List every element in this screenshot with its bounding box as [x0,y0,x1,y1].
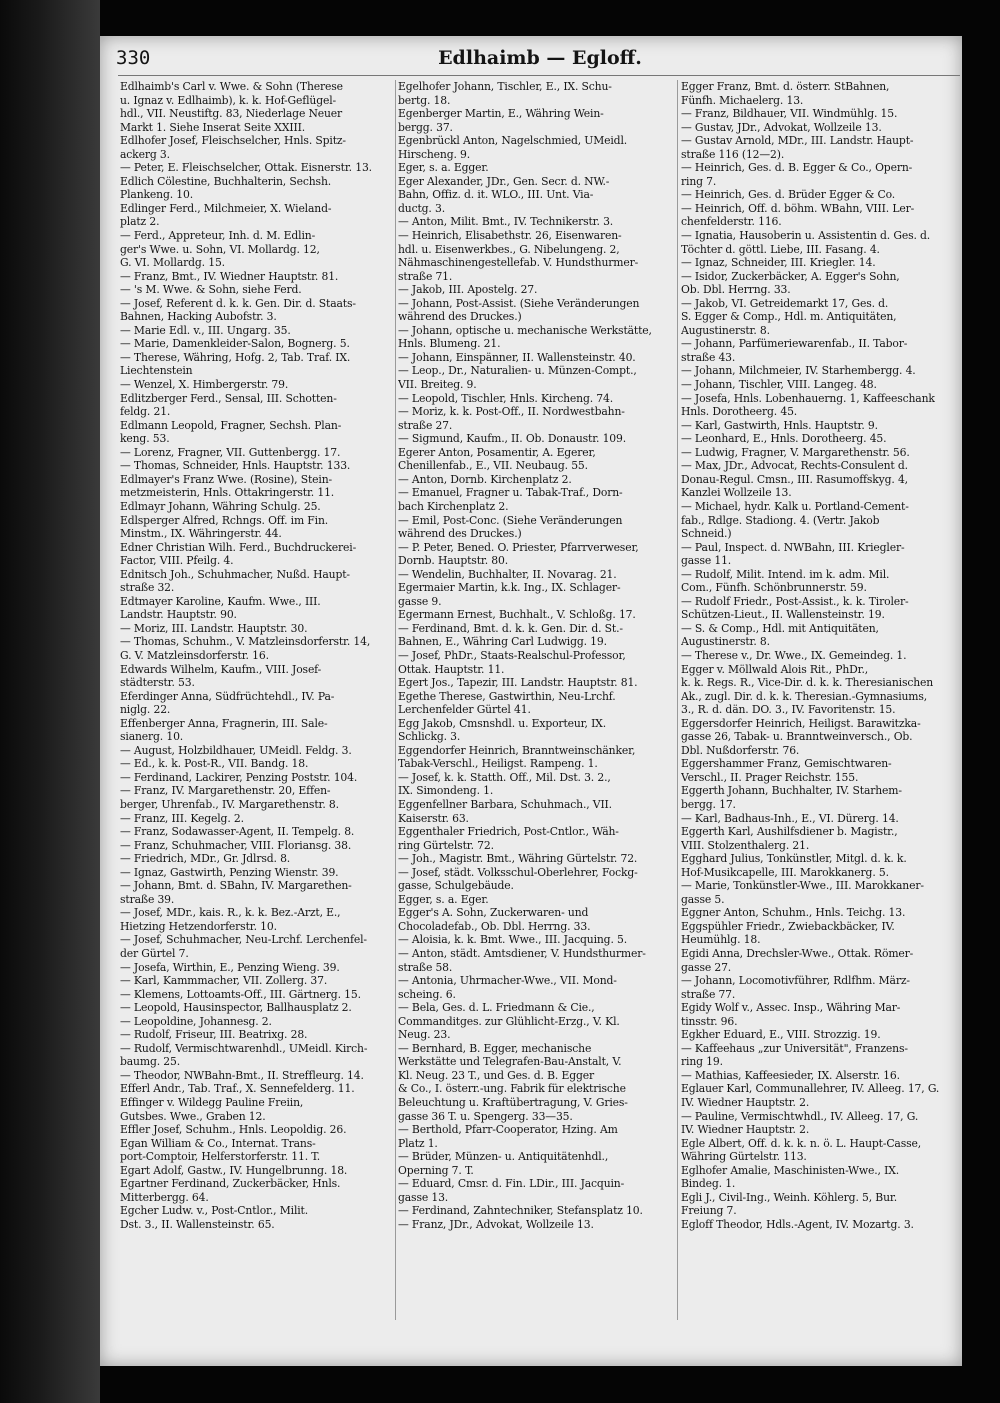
directory-line: gasse 27. [681,960,732,974]
directory-line: Eglhofer Amalie, Maschinisten-Wwe., IX. [681,1163,900,1177]
directory-line: Egidy Wolf v., Assec. Insp., Währing Mar- [681,1001,901,1015]
directory-line: — Therese v., Dr. Wwe., IX. Gemeindeg. 1. [681,648,907,662]
directory-line: Fünfh. Michaelerg. 13. [681,93,804,107]
directory-line: Bindeg. 1. [681,1177,736,1191]
directory-line: Egloff Theodor, Hdls.-Agent, IV. Mozartg. 3. [681,1217,914,1231]
directory-line: — Franz, IV. Margarethenstr. 20, Effen- [120,784,331,798]
directory-line: Edlitzberger Ferd., Sensal, III. Schotten- [120,391,337,405]
directory-line: Dornb. Hauptstr. 80. [398,554,508,568]
directory-line: — Ludwig, Fragner, V. Margarethenstr. 56. [681,445,910,459]
directory-line: — P. Peter, Bened. O. Priester, Pfarrverweser, [398,540,639,554]
directory-line: Nähmaschinengestellefab. V. Hundsthurmer- [398,256,639,270]
directory-line: Operning 7. T. [398,1163,474,1177]
directory-line: platz 2. [120,215,160,229]
column-divider [395,80,396,1320]
directory-line: Eger Alexander, JDr., Gen. Secr. d. NW.- [398,174,610,188]
directory-line: — Franz, JDr., Advokat, Wollzeile 13. [398,1217,594,1231]
directory-line: — Josef, Schuhmacher, Neu-Lrchf. Lerchenfel- [120,933,367,947]
directory-line: — Paul, Inspect. d. NWBahn, III. Kriegler- [681,540,905,554]
directory-line: — Gustav Arnold, MDr., III. Landstr. Haupt- [681,134,914,148]
directory-line: — Leopold, Tischler, Hnls. Kircheng. 74. [398,391,614,405]
directory-line: Egger's A. Sohn, Zuckerwaren- und [398,906,589,920]
running-head: Edlhaimb — Egloff. [438,47,642,69]
directory-line: Eggenfellner Barbara, Schuhmach., VII. [398,797,612,811]
directory-line: sianerg. 10. [120,730,184,744]
directory-line: — Bernhard, B. Egger, mechanische [398,1041,592,1055]
directory-line: Edlmann Leopold, Fragner, Sechsh. Plan- [120,418,342,432]
directory-line: gasse 9. [398,594,442,608]
directory-line: — Josef, Referent d. k. k. Gen. Dir. d. Staats- [120,296,356,310]
directory-line: städterstr. 53. [120,676,195,690]
directory-line: straße 43. [681,350,736,364]
directory-line: Egelhofer Johann, Tischler, E., IX. Schu- [398,80,612,93]
directory-line: Ednitsch Joh., Schuhmacher, Nußd. Haupt- [120,567,350,581]
directory-line: Eggendorfer Heinrich, Branntweinschänker, [398,743,636,757]
directory-line: Verschl., II. Prager Reichstr. 155. [681,770,859,784]
directory-line: — Marie, Damenkleider-Salon, Bognerg. 5. [120,337,350,351]
directory-line: Com., Fünfh. Schönbrunnerstr. 59. [681,581,867,595]
directory-line: feldg. 21. [120,405,171,419]
directory-line: Eglauer Karl, Communallehrer, IV. Alleeg. 17, G. [681,1082,940,1096]
directory-line: Ottak. Hauptstr. 11. [398,662,505,676]
directory-line: — Karl, Gastwirth, Hnls. Hauptstr. 9. [681,418,878,432]
directory-line: Egli J., Civil-Ing., Weinh. Köhlerg. 5, Bur. [681,1190,897,1204]
directory-line: Augustinerstr. 8. [681,323,770,337]
directory-line: Egger, s. a. Eger. [398,892,489,906]
directory-line: IV. Wiedner Hauptstr. 2. [681,1123,810,1137]
directory-line: Eggenthaler Friedrich, Post-Cntlor., Wäh- [398,825,619,839]
directory-line: Edlich Cölestine, Buchhalterin, Sechsh. [120,174,332,188]
directory-line: bertg. 18. [398,93,451,107]
directory-line: niglg. 22. [120,703,171,717]
directory-line: & Co., I. österr.-ung. Fabrik für elektrische [398,1082,626,1096]
directory-line: bergg. 17. [681,797,736,811]
directory-line: straße 71. [398,269,453,283]
directory-line: — S. & Comp., Hdl. mit Antiquitäten, [681,621,879,635]
directory-line: Schlickg. 3. [398,730,461,744]
directory-line: gasse 36 T. u. Spengerg. 33—35. [398,1109,573,1123]
directory-line: Egkher Eduard, E., VIII. Strozzig. 19. [681,1028,881,1042]
directory-line: — Emanuel, Fragner u. Tabak-Traf., Dorn- [398,486,623,500]
directory-line: — Joh., Magistr. Bmt., Währing Gürtelstr. 72. [398,852,638,866]
directory-line: Edlmayer's Franz Wwe. (Rosine), Stein- [120,472,333,486]
directory-line: — Ferd., Appreteur, Inh. d. M. Edlin- [120,229,316,243]
directory-line: — Lorenz, Fragner, VII. Guttenbergg. 17. [120,445,341,459]
directory-line: straße 39. [120,892,175,906]
directory-line: bach Kirchenplatz 2. [398,499,509,513]
directory-line: Egan William & Co., Internat. Trans- [120,1136,316,1150]
directory-line: — Leopold, Hausinspector, Ballhausplatz 2. [120,1001,352,1015]
directory-line: Edlhofer Josef, Fleischselcher, Hnls. Spitz- [120,134,346,148]
directory-line: Ob. Dbl. Herrng. 33. [681,283,791,297]
directory-line: — Anton, städt. Amtsdiener, V. Hundsthurmer- [398,947,646,960]
directory-line: Egenbrückl Anton, Nagelschmied, UMeidl. [398,134,628,148]
directory-line: — Rudolf, Vermischtwarenhdl., UMeidl. Kirch- [120,1041,368,1055]
directory-line: ger's Wwe. u. Sohn, VI. Mollardg. 12, [120,242,320,256]
directory-line: — Ferdinand, Bmt. d. k. k. Gen. Dir. d. St.- [398,621,623,635]
directory-line: Egert Jos., Tapezir, III. Landstr. Hauptstr. 81. [398,676,638,690]
directory-line: — Johann, Einspänner, II. Wallensteinstr. 40. [398,350,636,364]
directory-line: k. k. Regs. R., Vice-Dir. d. k. k. Theresianischen [681,676,934,690]
directory-line: — Johann, Tischler, VIII. Langeg. 48. [681,378,877,392]
directory-line: — Karl, Badhaus-Inh., E., VI. Dürerg. 14. [681,811,899,825]
directory-line: Bahnen, E., Währing Carl Ludwigg. 19. [398,635,607,649]
directory-line: gasse 5. [681,892,725,906]
directory-line: ackerg 3. [120,147,170,161]
directory-line: G. V. Matzleinsdorferstr. 16. [120,648,269,662]
directory-line: — Moriz, III. Landstr. Hauptstr. 30. [120,621,308,635]
directory-line: — Jakob, VI. Getreidemarkt 17, Ges. d. [681,296,889,310]
directory-line: — Ignaz, Schneider, III. Kriegler. 14. [681,256,876,270]
directory-line: Beleuchtung u. Kraftübertragung, V. Gries- [398,1096,628,1110]
directory-line: — Wendelin, Buchhalter, II. Novarag. 21. [398,567,617,581]
directory-line: Augustinerstr. 8. [681,635,770,649]
directory-line: — Johann, Milchmeier, IV. Starhembergg. 4. [681,364,916,378]
directory-line: während des Druckes.) [398,310,522,324]
directory-line: — Rudolf Friedr., Post-Assist., k. k. Tiroler- [681,594,909,608]
directory-line: Edlmayr Johann, Währing Schulg. 25. [120,499,321,513]
directory-line: berger, Uhrenfab., IV. Margarethenstr. 8. [120,797,339,811]
directory-line: — Karl, Kammmacher, VII. Zollerg. 37. [120,974,328,988]
directory-line: — August, Holzbildhauer, UMeidl. Feldg. 3. [120,743,352,757]
directory-line: Eger, s. a. Egger. [398,161,489,175]
directory-line: Werkstätte und Telegrafen-Bau-Anstalt, V. [398,1055,622,1069]
directory-line: Egart Adolf, Gastw., IV. Hungelbrunng. 18. [120,1163,348,1177]
directory-line: Mitterbergg. 64. [120,1190,209,1204]
directory-line: Egenberger Martin, E., Währing Wein- [398,107,604,121]
directory-line: — Anton, Milit. Bmt., IV. Technikerstr. 3. [398,215,614,229]
directory-line: — Moriz, k. k. Post-Off., II. Nordwestbahn- [398,405,625,419]
directory-line: hdl., VII. Neustiftg. 83, Niederlage Neuer [120,107,343,121]
directory-line: chenfelderstr. 116. [681,215,782,229]
directory-line: port-Comptoir, Helferstorferstr. 11. T. [120,1150,321,1164]
directory-line: — Max, JDr., Advocat, Rechts-Consulent d. [681,459,908,473]
directory-line: Egg Jakob, Cmsnshdl. u. Exporteur, IX. [398,716,607,730]
directory-line: — Brüder, Münzen- u. Antiquitätenhdl., [398,1150,609,1164]
directory-line: Egethe Therese, Gastwirthin, Neu-Lrchf. [398,689,616,703]
directory-line: Markt 1. Siehe Inserat Seite XXIII. [120,120,305,134]
directory-line: gasse 13. [398,1190,449,1204]
directory-line: Hirscheng. 9. [398,147,471,161]
directory-line: Schützen-Lieut., II. Wallensteinstr. 19. [681,608,885,622]
directory-line: Tabak-Verschl., Heiligst. Rampeng. 1. [398,757,598,771]
directory-line: Efferl Andr., Tab. Traf., X. Sennefelderg. 11. [120,1082,355,1096]
directory-line: — Heinrich, Elisabethstr. 26, Eisenwaren- [398,229,622,243]
directory-line: Hnls. Dorotheerg. 45. [681,405,798,419]
directory-line: straße 58. [398,960,453,974]
directory-line: — Heinrich, Off. d. böhm. WBahn, VIII. Ler- [681,201,915,215]
directory-line: Chocoladefab., Ob. Dbl. Herrng. 33. [398,919,591,933]
directory-line: — Bela, Ges. d. L. Friedmann & Cie., [398,1001,595,1015]
directory-line: — Gustav, JDr., Advokat, Wollzeile 13. [681,120,882,134]
directory-line: — Leonhard, E., Hnls. Dorotheerg. 45. [681,432,887,446]
directory-line: Egger Franz, Bmt. d. österr. StBahnen, [681,80,890,93]
directory-line: — Pauline, Vermischtwhdl., IV. Alleeg. 17, G. [681,1109,919,1123]
directory-line: — Emil, Post-Conc. (Siehe Veränderungen [398,513,623,527]
directory-line: gasse, Schulgebäude. [398,879,514,893]
directory-line: — Marie, Tonkünstler-Wwe., III. Marokkaner- [681,879,924,893]
directory-line: ring 7. [681,174,717,188]
directory-line: ductg. 3. [398,201,445,215]
directory-line: — Johann, Parfümeriewarenfab., II. Tabor- [681,337,908,351]
directory-line: — Ferdinand, Lackirer, Penzing Poststr. 104. [120,770,358,784]
directory-line: — Rudolf, Friseur, III. Beatrixg. 28. [120,1028,308,1042]
directory-line: — Eduard, Cmsr. d. Fin. LDir., III. Jacquin- [398,1177,625,1191]
directory-line: Egidi Anna, Drechsler-Wwe., Ottak. Römer- [681,947,914,960]
directory-line: Neug. 23. [398,1028,451,1042]
directory-line: Lerchenfelder Gürtel 41. [398,703,531,717]
directory-line: — Johann, Locomotivführer, Rdlfhm. März- [681,974,910,988]
directory-line: Währing Gürtelstr. 113. [681,1150,807,1164]
directory-line: — Marie Edl. v., III. Ungarg. 35. [120,323,291,337]
directory-line: Eggner Anton, Schuhm., Hnls. Teichg. 13. [681,906,906,920]
directory-line: fab., Rdlge. Stadiong. 4. (Vertr. Jakob [681,513,880,527]
directory-line: Freiung 7. [681,1204,737,1218]
directory-line: metzmeisterin, Hnls. Ottakringerstr. 11. [120,486,335,500]
header-rule [118,75,960,76]
directory-line: scheing. 6. [398,987,456,1001]
directory-line: Schneid.) [681,527,732,541]
directory-line: Egcher Ludw. v., Post-Cntlor., Milit. [120,1204,309,1218]
directory-line: G. VI. Mollardg. 15. [120,256,225,270]
directory-line: Dbl. Nußdorferstr. 76. [681,743,800,757]
directory-line: keng. 53. [120,432,170,446]
directory-line: — Thomas, Schneider, Hnls. Hauptstr. 133. [120,459,351,473]
directory-line: — Aloisia, k. k. Bmt. Wwe., III. Jacquing. 5. [398,933,628,947]
book-page-edges [0,0,100,1403]
directory-line: Landstr. Hauptstr. 90. [120,608,237,622]
directory-line: Eggershammer Franz, Gemischtwaren- [681,757,892,771]
directory-line: Eggspühler Friedr., Zwiebackbäcker, IV. [681,919,895,933]
directory-column-3 [681,80,957,1360]
directory-line: — Peter, E. Fleischselcher, Ottak. Eisnerstr. 13. [120,161,372,175]
directory-line: — Franz, III. Kegelg. 2. [120,811,244,825]
directory-line: baumg. 25. [120,1055,180,1069]
directory-line: — Sigmund, Kaufm., II. Ob. Donaustr. 109. [398,432,627,446]
directory-line: Egartner Ferdinand, Zuckerbäcker, Hnls. [120,1177,341,1191]
directory-line: — Johann, Post-Assist. (Siehe Veränderungen [398,296,640,310]
directory-line: — Franz, Sodawasser-Agent, II. Tempelg. 8. [120,825,355,839]
directory-line: ring Gürtelstr. 72. [398,838,494,852]
directory-line: straße 27. [398,418,453,432]
directory-line: Heumühlg. 18. [681,933,761,947]
directory-line: tinsstr. 96. [681,1014,738,1028]
directory-line: Dst. 3., II. Wallensteinstr. 65. [120,1217,275,1231]
directory-line: Edwards Wilhelm, Kaufm., VIII. Josef- [120,662,322,676]
directory-line: — Theodor, NWBahn-Bmt., II. Streffleurg. 14. [120,1068,364,1082]
directory-line: Egermaier Martin, k.k. Ing., IX. Schlager- [398,581,621,595]
directory-line: Effenberger Anna, Fragnerin, III. Sale- [120,716,328,730]
directory-line: Egermann Ernest, Buchhalt., V. Schloßg. 17. [398,608,636,622]
page-number: 330 [116,47,151,69]
directory-line: Eggerth Johann, Buchhalter, IV. Starhem- [681,784,902,798]
directory-line: — Michael, hydr. Kalk u. Portland-Cement- [681,499,909,513]
directory-line: straße 116 (12—2). [681,147,785,161]
directory-line: Bahnen, Hacking Aubofstr. 3. [120,310,277,324]
directory-line: Hietzing Hetzendorferstr. 10. [120,919,277,933]
directory-line: Minstm., IX. Währingerstr. 44. [120,527,282,541]
directory-line: Kaiserstr. 63. [398,811,469,825]
directory-line: Egerer Anton, Posamentir, A. Egerer, [398,445,596,459]
directory-line: Eferdinger Anna, Südfrüchtehdl., IV. Pa- [120,689,335,703]
directory-line: Chenillenfab., E., VII. Neubaug. 55. [398,459,588,473]
directory-line: Töchter d. göttl. Liebe, III. Fasang. 4. [681,242,880,256]
directory-line: — Josef, PhDr., Staats-Realschul-Professor, [398,648,626,662]
directory-line: Edlinger Ferd., Milchmeier, X. Wieland- [120,201,332,215]
directory-line: Edner Christian Wilh. Ferd., Buchdruckerei- [120,540,357,554]
directory-line: der Gürtel 7. [120,947,189,960]
directory-line: S. Egger & Comp., Hdl. m. Antiquitäten, [681,310,897,324]
directory-line: — Ignaz, Gastwirth, Penzing Wienstr. 39. [120,865,339,879]
directory-line: — Josef, städt. Volksschul-Oberlehrer, Fockg- [398,865,638,879]
directory-line: Commanditges. zur Glühlicht-Erzg., V. Kl. [398,1014,620,1028]
directory-line: Platz 1. [398,1136,438,1150]
directory-line: — Antonia, Uhrmacher-Wwe., VII. Mond- [398,974,617,988]
directory-line: — Kaffeehaus „zur Universität", Franzens- [681,1041,908,1055]
directory-line: Factor, VIII. Pfeilg. 4. [120,554,234,568]
directory-line: — Franz, Bildhauer, VII. Windmühlg. 15. [681,107,898,121]
directory-line: Ak., zugl. Dir. d. k. k. Theresian.-Gymnasiums, [681,689,928,703]
directory-line: Edlhaimb's Carl v. Wwe. & Sohn (Therese [120,80,343,93]
directory-line: Edlsperger Alfred, Rchngs. Off. im Fin. [120,513,329,527]
directory-line: u. Ignaz v. Edlhaimb), k. k. Hof-Geflügel- [120,93,337,107]
directory-line: — Isidor, Zuckerbäcker, A. Egger's Sohn, [681,269,900,283]
directory-line: — Heinrich, Ges. d. B. Egger & Co., Opern- [681,161,913,175]
directory-line: — Josef, MDr., kais. R., k. k. Bez.-Arzt, E., [120,906,341,920]
directory-line: gasse 26, Tabak- u. Branntweinversch., Ob. [681,730,913,744]
directory-column-1 [120,80,392,1360]
directory-line: — Wenzel, X. Himbergerstr. 79. [120,378,289,392]
directory-line: — Franz, Schuhmacher, VIII. Floriansg. 38. [120,838,352,852]
directory-line: — Berthold, Pfarr-Cooperator, Hzing. Am [398,1123,618,1137]
directory-line: Hnls. Blumeng. 21. [398,337,501,351]
directory-line: Bahn, Offiz. d. it. WLO., III. Unt. Via- [398,188,594,202]
directory-line: — Thomas, Schuhm., V. Matzleinsdorferstr. 14, [120,635,371,649]
directory-line: — Ed., k. k. Post-R., VII. Bandg. 18. [120,757,309,771]
directory-line: IV. Wiedner Hauptstr. 2. [681,1096,810,1110]
directory-line: — Therese, Währing, Hofg. 2, Tab. Traf. IX. [120,350,351,364]
directory-line: — Josef, k. k. Statth. Off., Mil. Dst. 3. 2., [398,770,611,784]
directory-line: VII. Breiteg. 9. [398,378,477,392]
directory-line: Egger v. Möllwald Alois Rit., PhDr., [681,662,869,676]
directory-line: Kanzlei Wollzeile 13. [681,486,792,500]
directory-line: hdl. u. Eisenwerkbes., G. Nibelungeng. 2, [398,242,620,256]
directory-line: — Franz, Bmt., IV. Wiedner Hauptstr. 81. [120,269,339,283]
directory-line: — Heinrich, Ges. d. Brüder Egger & Co. [681,188,896,202]
directory-line: während des Druckes.) [398,527,522,541]
directory-line: Donau-Regul. Cmsn., III. Rasumoffskyg. 4, [681,472,908,486]
directory-line: Egle Albert, Off. d. k. k. n. ö. L. Haupt-Casse, [681,1136,922,1150]
directory-line: — Leopoldine, Johannesg. 2. [120,1014,272,1028]
directory-line: Egghard Julius, Tonkünstler, Mitgl. d. k. k. [681,852,907,866]
directory-line: bergg. 37. [398,120,453,134]
directory-line: Gutsbes. Wwe., Graben 12. [120,1109,266,1123]
directory-line: — 's M. Wwe. & Sohn, siehe Ferd. [120,283,302,297]
directory-line: — Anton, Dornb. Kirchenplatz 2. [398,472,572,486]
directory-line: — Josefa, Wirthin, E., Penzing Wieng. 39. [120,960,340,974]
directory-line: Effinger v. Wildegg Pauline Freiin, [120,1096,304,1110]
directory-line: straße 77. [681,987,736,1001]
directory-line: Edtmayer Karoline, Kaufm. Wwe., III. [120,594,321,608]
directory-line: — Ignatia, Hausoberin u. Assistentin d. Ges. d. [681,229,931,243]
directory-line: — Rudolf, Milit. Intend. im k. adm. Mil. [681,567,890,581]
directory-line: — Josefa, Hnls. Lobenhauerng. 1, Kaffeeschank [681,391,935,405]
directory-line: — Ferdinand, Zahntechniker, Stefansplatz 10. [398,1204,643,1218]
directory-line: IX. Simondeng. 1. [398,784,494,798]
directory-line: 3., R. d. dän. DO. 3., IV. Favoritenstr. 15. [681,703,896,717]
directory-line: Kl. Neug. 23 T., und Ges. d. B. Egger [398,1068,594,1082]
directory-line: gasse 11. [681,554,732,568]
directory-line: — Jakob, III. Apostelg. 27. [398,283,538,297]
directory-line: Liechtenstein [120,364,193,378]
directory-line: Effler Josef, Schuhm., Hnls. Leopoldig. 26. [120,1123,347,1137]
directory-line: straße 32. [120,581,175,595]
column-divider [677,80,678,1320]
directory-line: — Johann, optische u. mechanische Werkstätte, [398,323,652,337]
directory-line: Hof-Musikcapelle, III. Marokkanerg. 5. [681,865,889,879]
directory-line: VIII. Stolzenthalerg. 21. [681,838,810,852]
directory-line: — Leop., Dr., Naturalien- u. Münzen-Compt., [398,364,637,378]
directory-line: ring 19. [681,1055,723,1069]
directory-line: — Friedrich, MDr., Gr. Jdlrsd. 8. [120,852,291,866]
directory-line: — Mathias, Kaffeesieder, IX. Alserstr. 16. [681,1068,900,1082]
directory-line: Eggersdorfer Heinrich, Heiligst. Barawitzka- [681,716,921,730]
directory-line: — Johann, Bmt. d. SBahn, IV. Margarethen- [120,879,352,893]
directory-line: Eggerth Karl, Aushilfsdiener b. Magistr., [681,825,898,839]
directory-line: — Klemens, Lottoamts-Off., III. Gärtnerg. 15. [120,987,361,1001]
directory-line: Plankeng. 10. [120,188,193,202]
directory-column-2 [398,80,674,1360]
